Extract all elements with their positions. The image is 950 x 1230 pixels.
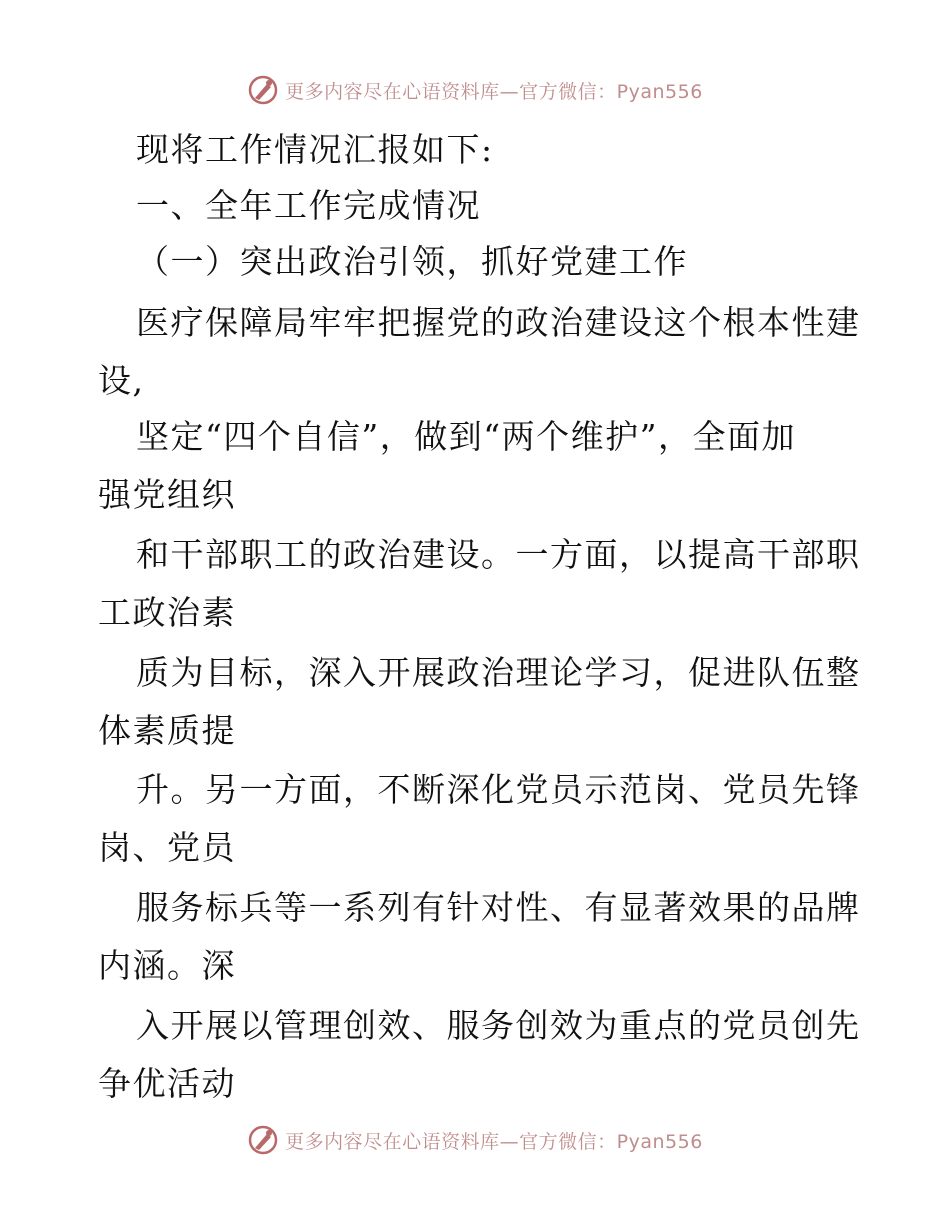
body-line: 坚定“四个自信”，做到“两个维护”，全面加 — [136, 417, 796, 456]
watermark-text: 更多内容尽在心语资料库—官方微信：Pyan556 — [285, 1130, 703, 1153]
body-line: 内涵。深 — [98, 946, 236, 985]
body-line: 现将工作情况汇报如下: — [136, 130, 494, 169]
body-line: 质为目标，深入开展政治理论学习，促进队伍整 — [136, 653, 861, 692]
footer-watermark-banner — [0, 1120, 950, 1160]
body-line: 设, — [98, 361, 145, 400]
body-line: 强党组织 — [98, 475, 236, 514]
body-line: 体素质提 — [98, 711, 236, 750]
body-line: 争优活动 — [98, 1064, 236, 1103]
body-line: 和干部职工的政治建设。一方面，以提高干部职 — [136, 535, 861, 574]
body-line: 医疗保障局牢牢把握党的政治建设这个根本性建 — [136, 303, 861, 342]
body-line: 工政治素 — [98, 593, 236, 632]
body-line: 升。另一方面，不断深化党员示范岗、党员先锋 — [136, 770, 861, 809]
pen-logo-icon — [247, 1124, 279, 1156]
pen-logo-icon — [247, 74, 279, 106]
section-heading: 一、全年工作完成情况 — [136, 186, 481, 225]
watermark-text: 更多内容尽在心语资料库—官方微信：Pyan556 — [285, 80, 703, 103]
body-line: 服务标兵等一系列有针对性、有显著效果的品牌 — [136, 888, 861, 927]
header-watermark-banner — [0, 70, 950, 110]
body-line: 入开展以管理创效、服务创效为重点的党员创先 — [136, 1006, 861, 1045]
subsection-heading: （一）突出政治引领，抓好党建工作 — [136, 242, 688, 281]
body-line: 岗、党员 — [98, 828, 236, 867]
